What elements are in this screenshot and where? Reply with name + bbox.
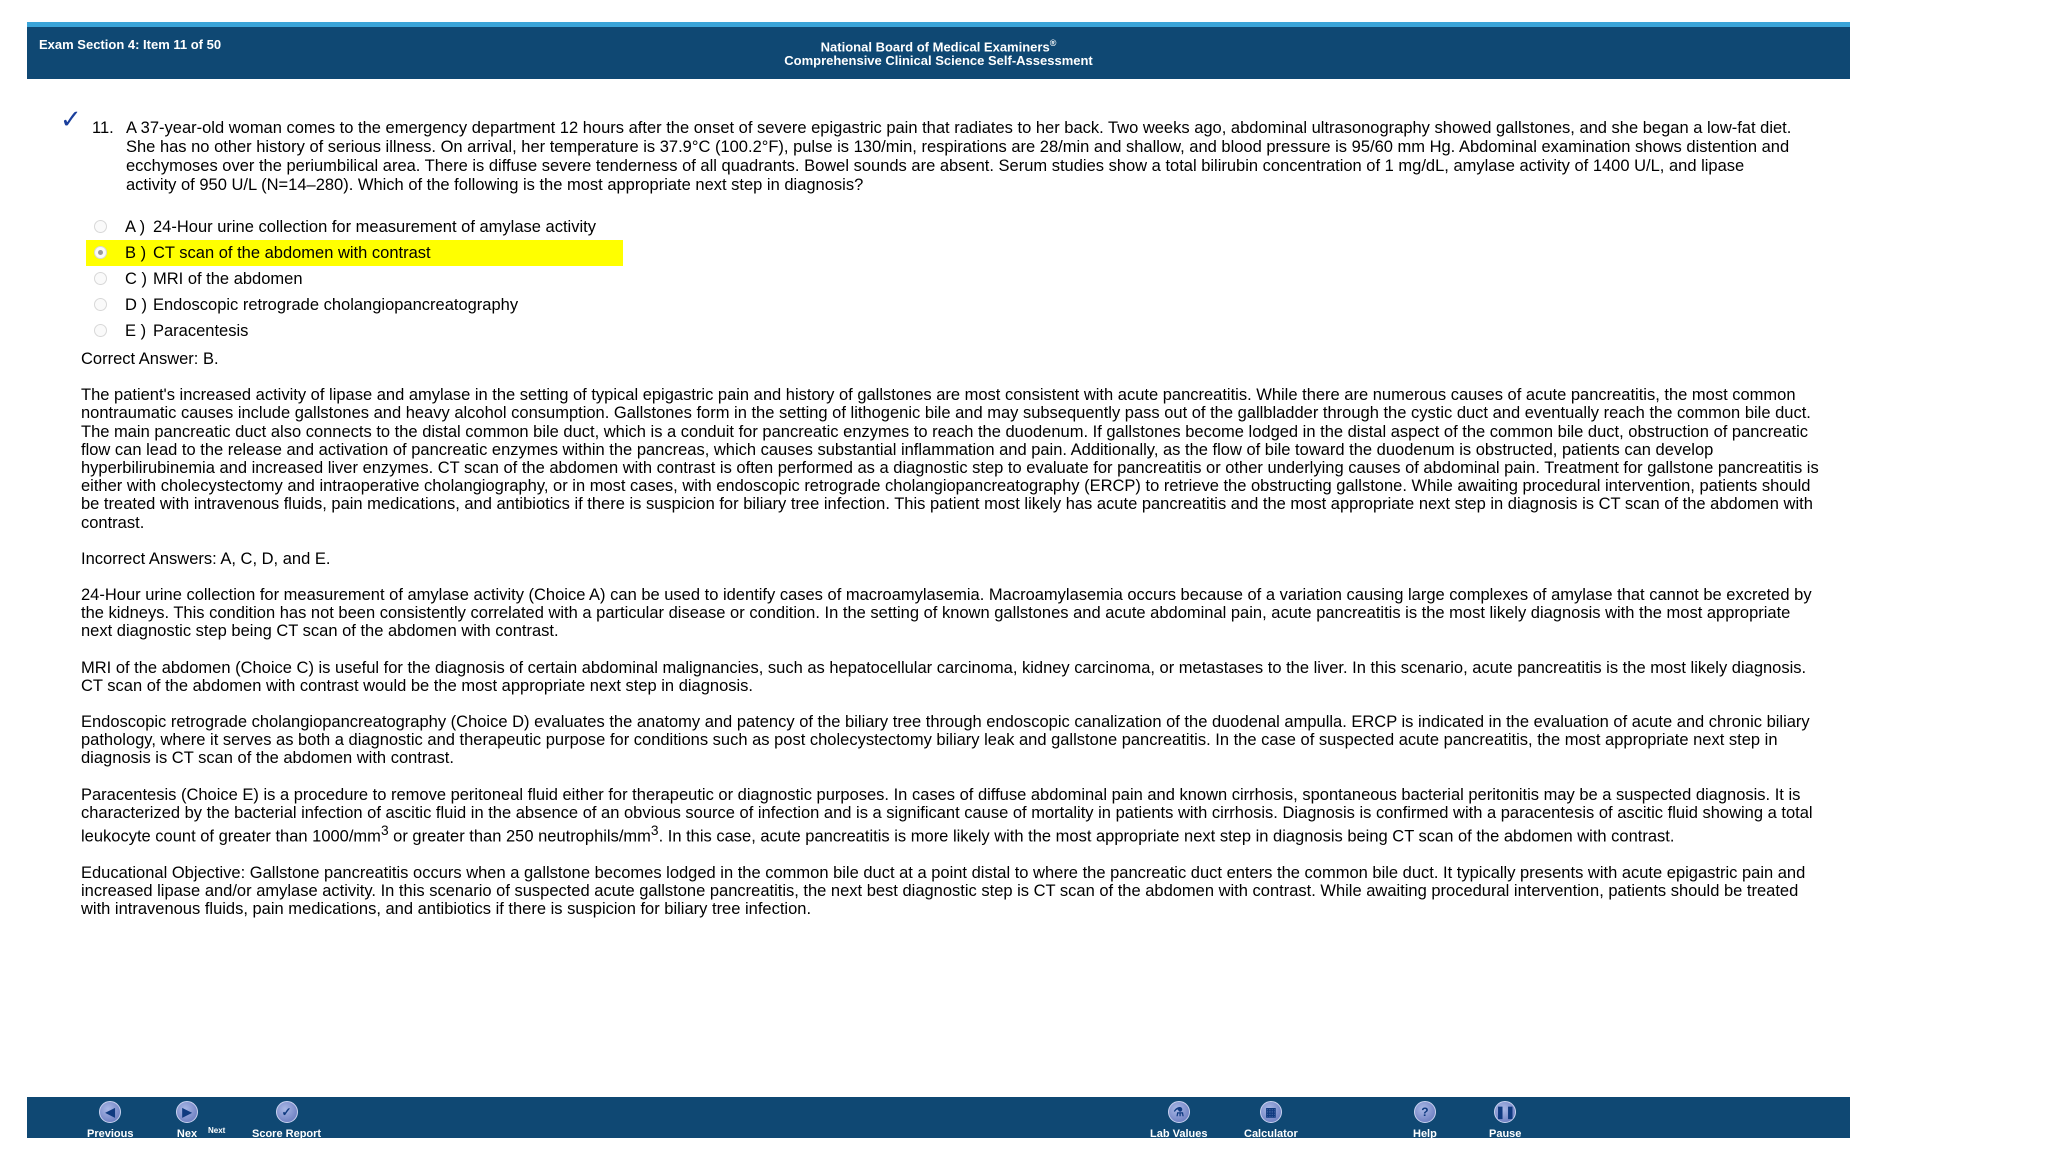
incorrect-answers: Incorrect Answers: A, C, D, and E. bbox=[81, 549, 331, 568]
registered-mark: ® bbox=[1049, 38, 1057, 48]
previous-label: Previous bbox=[87, 1128, 134, 1138]
arrow-right-icon: ▶ bbox=[176, 1101, 198, 1123]
radio-button[interactable] bbox=[94, 298, 107, 311]
educational-objective: Educational Objective: Gallstone pancreatitis occurs when a gallstone becomes lodged in the common bile duct at a point distal to where the pancreatic duct enters the common bile duct. It typically presents with acute epigastric pain and increased lipase and/or amylase activity. In this scenario of suspected acute gallstone pancreatitis, the next best diagnostic step is CT scan of the abdomen with contrast. While awaiting procedural intervention, patients should be treated with intravenous fluids, pain medications, and antibiotics if there is suspicion for biliary tree infection. bbox=[81, 863, 1806, 919]
choice-letter: D ) bbox=[125, 296, 147, 314]
pause-label: Pause bbox=[1489, 1128, 1522, 1138]
exam-title: Comprehensive Clinical Science Self-Assessment bbox=[784, 53, 1093, 69]
question-stem bbox=[92, 119, 1792, 195]
help-label: Help bbox=[1413, 1128, 1437, 1138]
radio-button[interactable] bbox=[94, 272, 107, 285]
next-small-label: Next bbox=[208, 1126, 226, 1135]
choice-e-text: or greater than 250 neutrophils/mm bbox=[388, 827, 651, 846]
choice-text: Endoscopic retrograde cholangiopancreatography bbox=[153, 296, 519, 314]
pause-icon: ❚❚ bbox=[1494, 1101, 1516, 1123]
choice-e-explanation bbox=[81, 786, 1821, 846]
radio-button-selected[interactable] bbox=[94, 246, 107, 259]
next-label: Nex bbox=[176, 1128, 198, 1138]
choice-letter: C ) bbox=[125, 270, 147, 288]
question-text: A 37-year-old woman comes to the emergency department 12 hours after the onset of severe epigastric pain that radiates to her back. Two weeks ago, abdominal ultrasonography showed gallstones, and she began a low-fat diet. She has no other history of serious illness. On arrival, her temperature is 37.9°C (100.2°F), pulse is 130/min, respirations are 28/min and shallow, and blood pressure is 95/60 mm Hg. Abdominal examination shows distention and ecchymoses over the periumbilical area. There is diffuse severe tenderness of all quadrants. Bowel sounds are absent. Serum studies show a total bilirubin concentration of 1 mg/dL, amylase activity of 1400 U/L, and lipase activity of 950 U/L (N=14–280). Which of the following is the most appropriate next step in diagnosis? bbox=[126, 119, 1792, 194]
choice-text: CT scan of the abdomen with contrast bbox=[153, 244, 431, 262]
choice-e-text: . In this case, acute pancreatitis is more likely with the most appropriate next step in diagnosis being CT scan of the abdomen with contrast. bbox=[658, 827, 1675, 846]
checkmark-icon: ✓ bbox=[276, 1101, 298, 1123]
choice-letter: A ) bbox=[125, 218, 146, 236]
choice-a-explanation: 24-Hour urine collection for measurement of amylase activity (Choice A) can be used to identify cases of macroamylasemia. Macroamylasemia occurs because of a variation causing large complexes of amylase that cannot be excreted by the kidneys. This condition has not been consistently correlated with a particular disease or condition. In the setting of known gallstones and acute abdominal pain, acute pancreatitis is the most likely diagnosis with the most appropriate next diagnostic step being CT scan of the abdomen with contrast. bbox=[81, 586, 1812, 641]
choice-c-explanation: MRI of the abdomen (Choice C) is useful for the diagnosis of certain abdominal malignancies, such as hepatocellular carcinoma, kidney carcinoma, or metastases to the liver. In this scenario, acute pancreatitis is the most likely diagnosis. CT scan of the abdomen with contrast would be the most appropriate next step in diagnosis. bbox=[81, 658, 1807, 695]
choice-text: 24-Hour urine collection for measurement of amylase activity bbox=[153, 218, 596, 236]
lab-values-label: Lab Values bbox=[1150, 1128, 1208, 1138]
lab-values-button[interactable] bbox=[1150, 1101, 1207, 1138]
choice-d[interactable] bbox=[86, 292, 686, 318]
choice-e[interactable] bbox=[86, 318, 686, 344]
choice-c[interactable] bbox=[86, 266, 686, 292]
help-icon: ? bbox=[1414, 1101, 1436, 1123]
explanation-block bbox=[81, 350, 1821, 936]
calculator-label: Calculator bbox=[1244, 1128, 1298, 1138]
exam-title-block bbox=[27, 36, 1850, 68]
choice-text: MRI of the abdomen bbox=[153, 270, 303, 288]
answered-check-icon: ✓ bbox=[60, 104, 82, 134]
help-button[interactable] bbox=[1413, 1101, 1437, 1138]
superscript: 3 bbox=[380, 823, 389, 839]
navigation-footer bbox=[27, 1097, 1850, 1138]
choice-b[interactable] bbox=[86, 240, 623, 266]
arrow-left-icon: ◀ bbox=[99, 1101, 121, 1123]
choice-text: Paracentesis bbox=[153, 322, 249, 340]
choice-letter: B ) bbox=[125, 244, 147, 262]
score-report-label: Score Report bbox=[252, 1128, 322, 1138]
next-button[interactable] bbox=[176, 1101, 198, 1138]
exam-section-label: Exam Section 4: Item 11 of 50 bbox=[39, 37, 222, 52]
score-report-button[interactable] bbox=[252, 1101, 321, 1138]
exam-header bbox=[27, 22, 1850, 79]
choice-d-explanation: Endoscopic retrograde cholangiopancreatography (Choice D) evaluates the anatomy and patency of the biliary tree through endoscopic canalization of the duodenal ampulla. ERCP is indicated in the evaluation of acute and chronic biliary pathology, where it serves as both a diagnostic and therapeutic purpose for conditions such as post cholecystectomy biliary leak and gallstone pancreatitis. In the case of suspected acute pancreatitis, the most appropriate next step in diagnosis is CT scan of the abdomen with contrast. bbox=[81, 713, 1810, 768]
calculator-icon: ▦ bbox=[1260, 1101, 1282, 1123]
superscript: 3 bbox=[650, 823, 659, 839]
correct-answer: Correct Answer: B. bbox=[81, 350, 219, 368]
answer-choices bbox=[86, 214, 686, 344]
radio-button[interactable] bbox=[94, 324, 107, 337]
lab-flask-icon: ⚗ bbox=[1168, 1101, 1190, 1123]
question-number: 11. bbox=[92, 119, 114, 137]
org-name: National Board of Medical Examiners bbox=[820, 39, 1050, 55]
choice-e-text: Paracentesis (Choice E) is a procedure to remove peritoneal fluid either for therapeutic or diagnostic purposes. In cases of diffuse abdominal pain and known cirrhosis, spontaneous bacterial peritonitis may be a suspected diagnosis. It is characterized by the bacterial infection of ascitic fluid in the absence of an obvious source of infection and is a significant cause of mortality in patients with cirrhosis. Diagnosis is confirmed with a paracentesis of ascitic fluid showing a total leukocyte count of greater than 1000/mm bbox=[81, 785, 1813, 846]
pause-button[interactable] bbox=[1489, 1101, 1521, 1138]
choice-letter: E ) bbox=[125, 322, 147, 340]
radio-button[interactable] bbox=[94, 220, 107, 233]
correct-explanation: The patient's increased activity of lipase and amylase in the setting of typical epigastric pain and history of gallstones are most consistent with acute pancreatitis. While there are numerous causes of acute pancreatitis, the most common nontraumatic causes include gallstones and heavy alcohol consumption. Gallstones form in the setting of lithogenic bile and may subsequently pass out of the gallbladder through the cystic duct and eventually reach the common bile duct. The main pancreatic duct also connects to the distal common bile duct, which is a conduit for pancreatic enzymes to reach the duodenum. If gallstones become lodged in the distal aspect of the common bile duct, obstruction of pancreatic flow can lead to the release and activation of pancreatic enzymes within the pancreas, which causes substantial inflammation and pain. Additionally, as the flow of bile toward the duodenum is obstructed, patients can develop hyperbilirubinemia and increased liver enzymes. CT scan of the abdomen with contrast is often performed as a diagnostic step to evaluate for pancreatitis or other underlying causes of abdominal pain. Treatment for gallstone pancreatitis is either with cholecystectomy and intraoperative cholangiography, or in most cases, with endoscopic retrograde cholangiopancreatography (ERCP) to retrieve the obstructing gallstone. While awaiting procedural intervention, patients should be treated with intravenous fluids, pain medications, and antibiotics if there is suspicion for biliary tree infection. This patient most likely has acute pancreatitis and the most appropriate next step in diagnosis is CT scan of the abdomen with contrast. bbox=[81, 386, 1819, 532]
previous-button[interactable] bbox=[87, 1101, 133, 1138]
calculator-button[interactable] bbox=[1244, 1101, 1298, 1138]
choice-a[interactable] bbox=[86, 214, 686, 240]
